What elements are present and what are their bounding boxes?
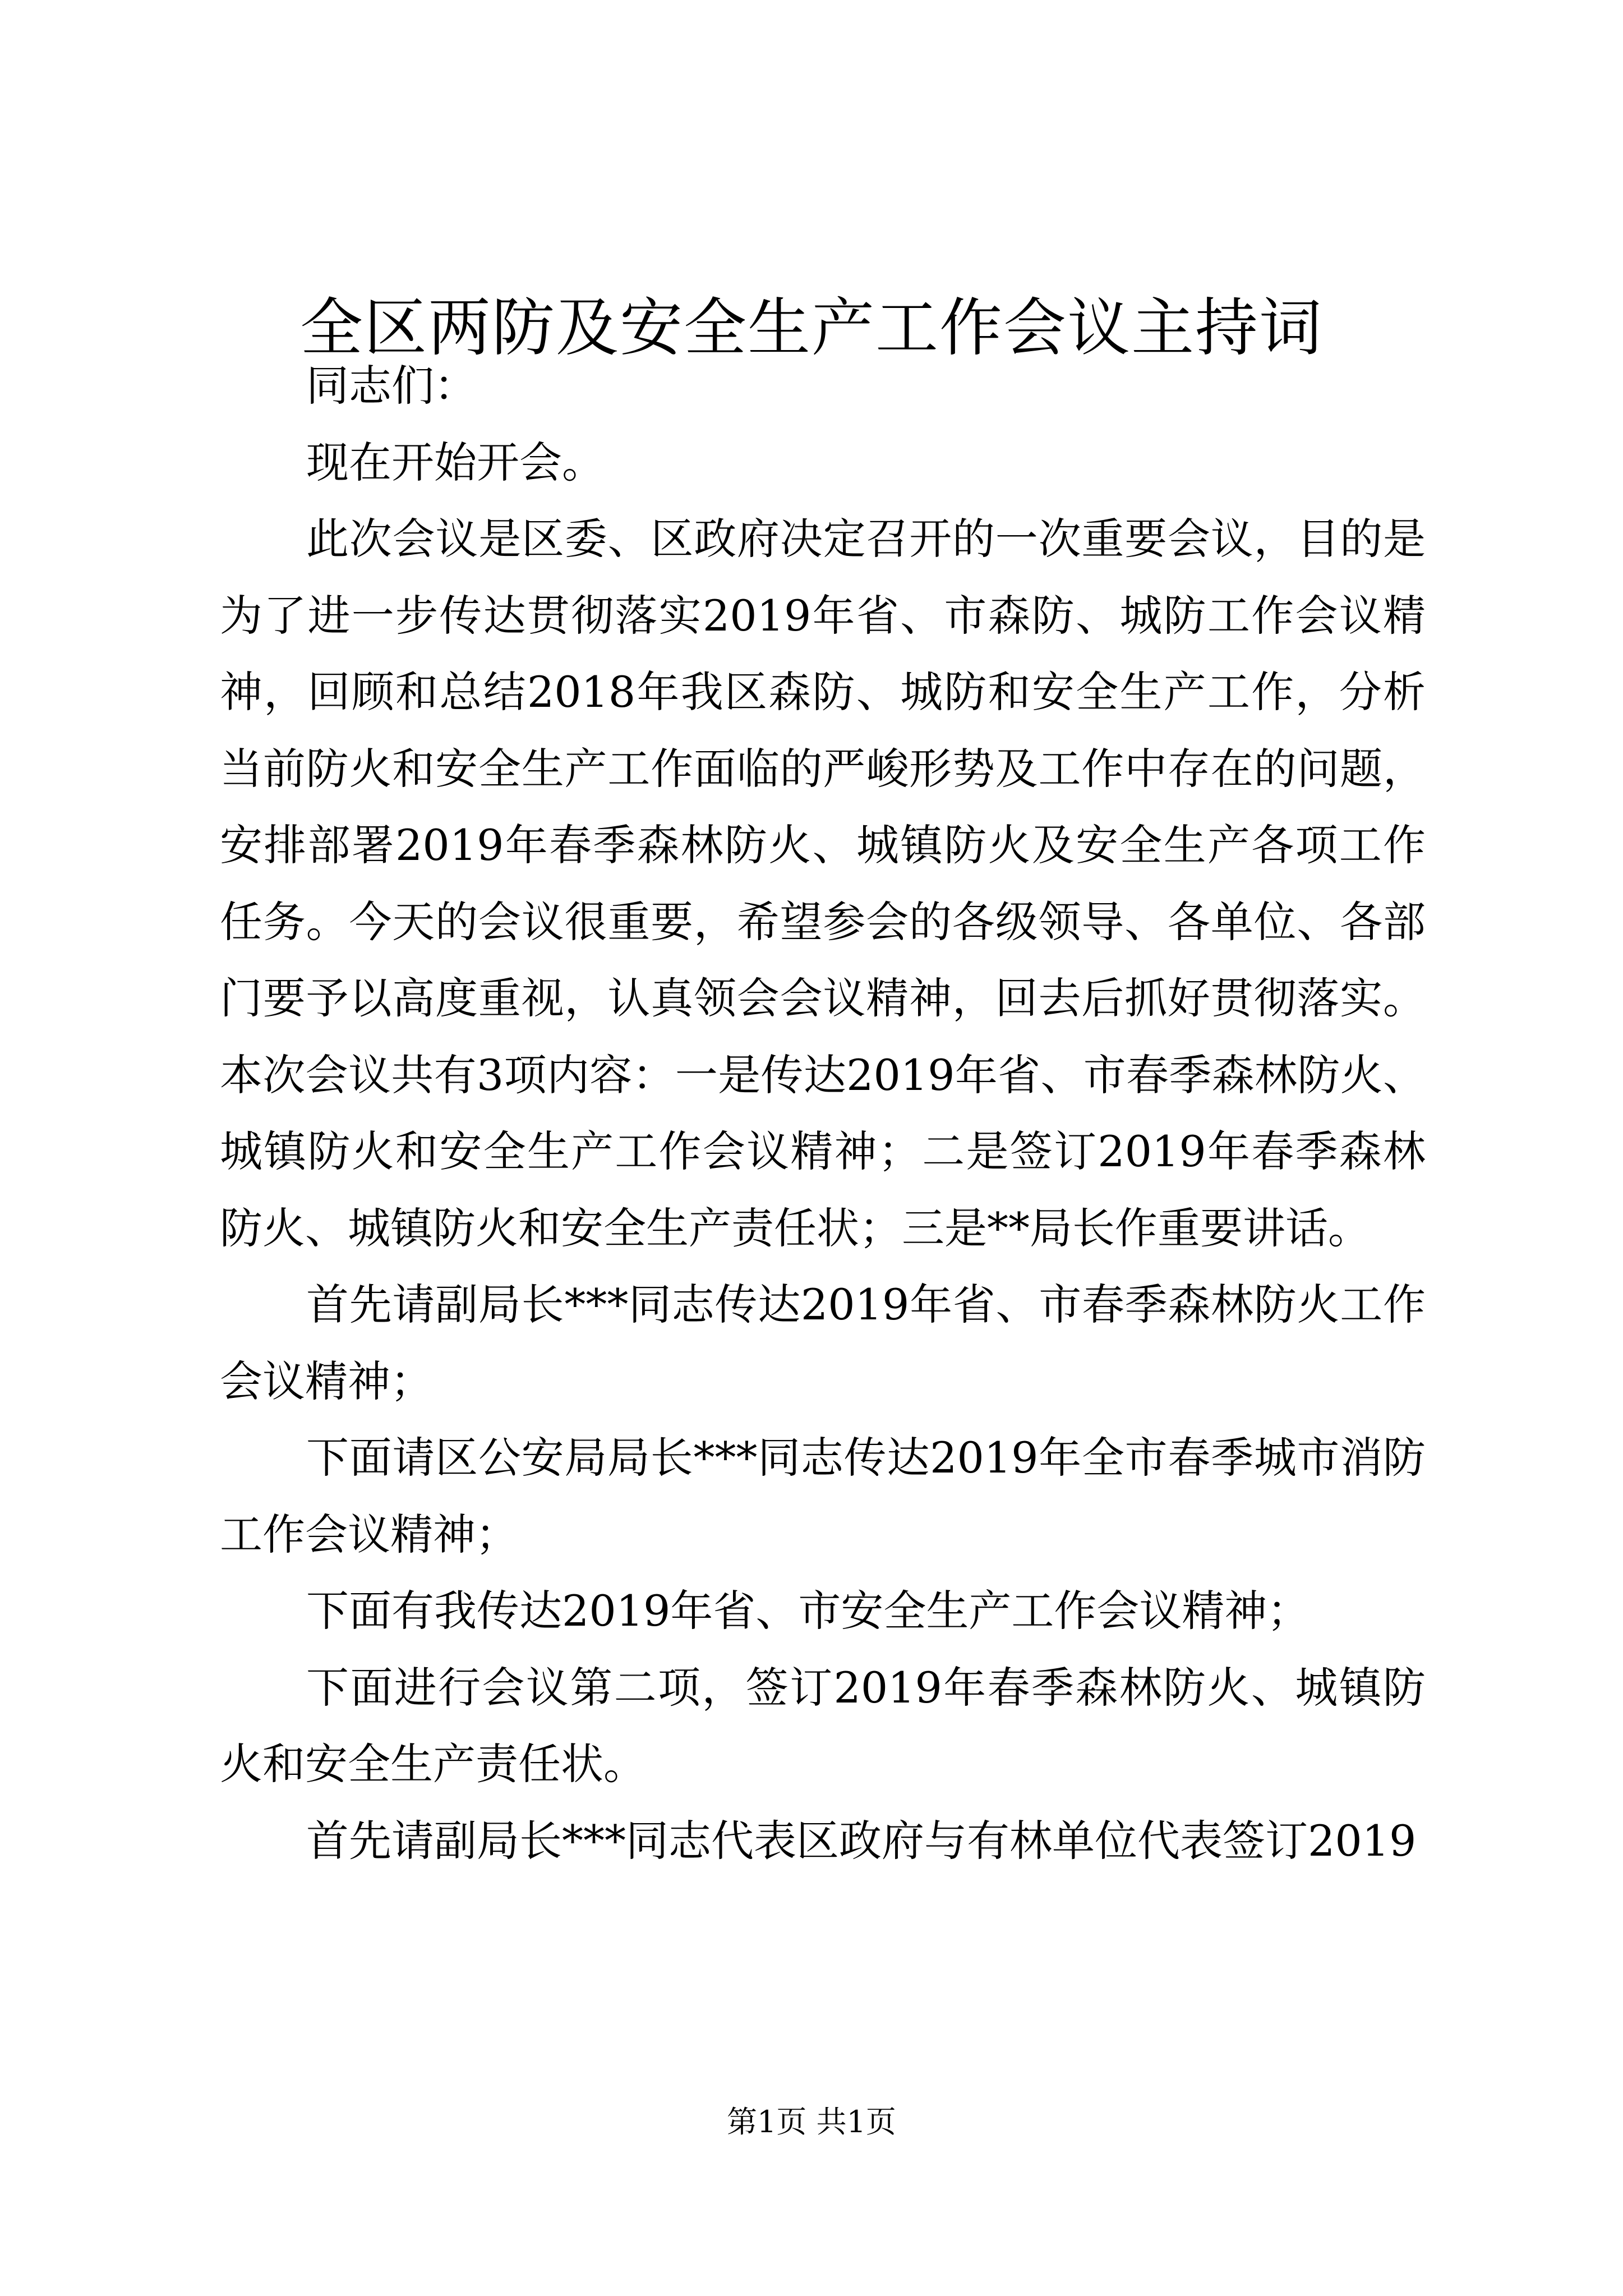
paragraph-second-item: 下面进行会议第二项，签订2019年春季森林防火、城镇防火和安全生产责任状。 bbox=[220, 1662, 1426, 1789]
paragraph-meeting-purpose: 此次会议是区委、区政府决定召开的一次重要会议，目的是为了进一步传达贯彻落实2019年省、市森防、城防工作会议精神，回顾和总结2018年我区森防、城防和安全生产工作，分析当前防火和安全生产工作面临的严峻形势及工作中存在的问题，安排部署2019年春季森林防火、城镇防火及安全生产各项工作任务。今天的会议很重要，希望参会的各级领导、各单位、各部门要予以高度重视，认真领会会议精神，回去后抓好贯彻落实。本次会议共有3项内容：一是传达2019年省、市春季森林防火、城镇防火和安全生产工作会议精神；二是签订2019年春季森林防火、城镇防火和安全生产责任状；三是**局长作重要讲话。 bbox=[220, 514, 1426, 1253]
page-footer: 第1页 共1页 bbox=[727, 2104, 896, 2139]
paragraph-salutation: 同志们： bbox=[306, 361, 477, 411]
paragraph-safety-production: 下面有我传达2019年省、市安全生产工作会议精神； bbox=[306, 1586, 1310, 1636]
document-title: 全区两防及安全生产工作会议主持词 bbox=[300, 292, 1323, 365]
paragraph-signing: 首先请副局长***同志代表区政府与有林单位代表签订2019 bbox=[306, 1815, 1417, 1866]
paragraph-opening: 现在开始开会。 bbox=[306, 437, 605, 487]
paragraph-fire-department: 下面请区公安局局长***同志传达2019年全市春季城市消防工作会议精神； bbox=[220, 1433, 1426, 1559]
document-body bbox=[220, 348, 1426, 1879]
paragraph-first-item: 首先请副局长***同志传达2019年省、市春季森林防火工作会议精神； bbox=[220, 1280, 1426, 1406]
